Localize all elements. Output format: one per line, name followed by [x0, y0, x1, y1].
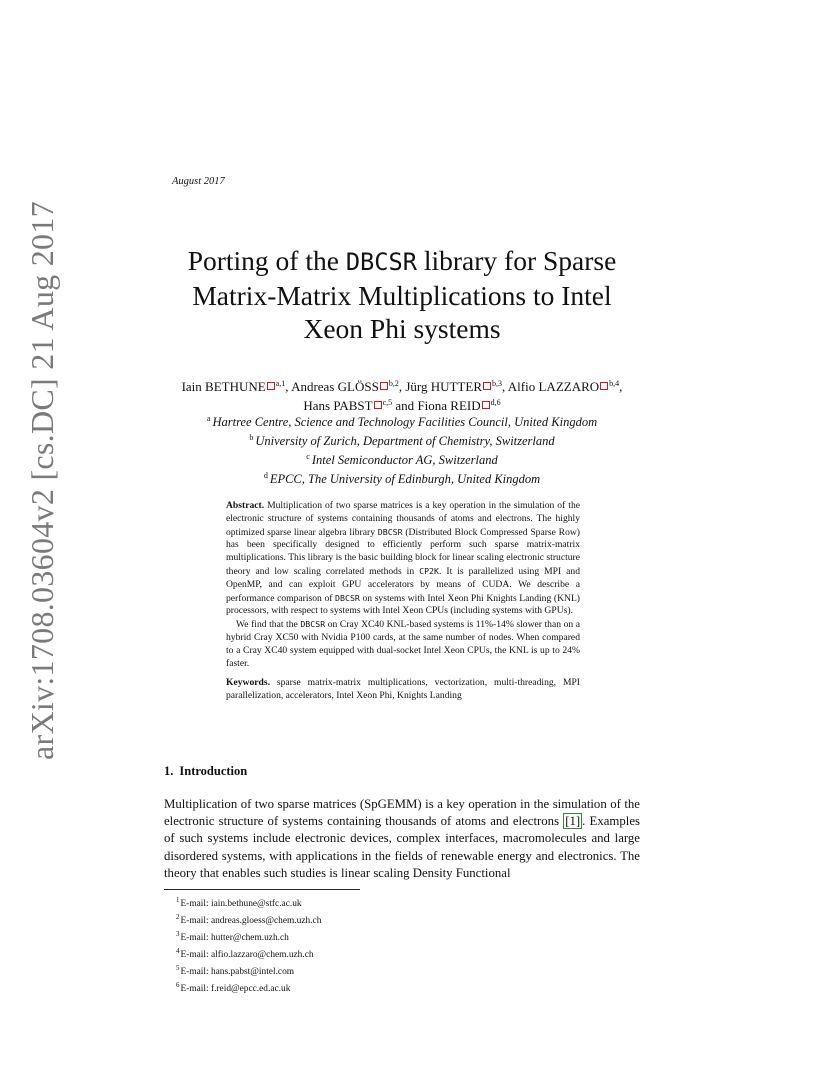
footnote-mark: 1 [176, 896, 180, 904]
author [291, 379, 399, 394]
author-marks: b,2 [388, 379, 399, 388]
title-text-part1: Porting of the [187, 245, 346, 276]
title-library-name: DBCSR [345, 248, 417, 276]
footnote [176, 928, 321, 945]
author-separator: , [398, 379, 406, 394]
author-name: Andreas GLÖSS [291, 379, 379, 394]
footnote-mark: 4 [176, 947, 180, 955]
orcid-link-icon[interactable] [267, 382, 275, 390]
author [508, 379, 619, 394]
abstract-text: on Cray XC40 KNL-based systems is 11%-14% slower than on a hybrid Cray XC50 with Nvidia P100 cards, at the same number of nodes. When compared to a Cray XC40 system equipped with dual-socket Intel Xeon CPUs, the KNL is up to 24% faster. [226, 619, 580, 669]
author-name: Jürg HUTTER [405, 379, 482, 394]
affiliation-mark: c [306, 452, 310, 461]
footnote-list [176, 894, 321, 996]
author-marks: d,6 [490, 398, 501, 407]
abstract-text: We find that the [236, 619, 301, 631]
footnote [176, 945, 321, 962]
section-number: 1. [164, 764, 174, 778]
orcid-link-icon[interactable] [600, 382, 608, 390]
abstract-label: Abstract. [226, 500, 265, 511]
author [182, 379, 286, 394]
citation-link[interactable]: [1] [565, 814, 581, 829]
author-name: Iain BETHUNE [181, 379, 266, 394]
abstract-paragraph [226, 618, 580, 670]
footnote-mark: 2 [176, 913, 180, 921]
footnote-text: E-mail: alfio.lazzaro@chem.uzh.ch [180, 950, 314, 960]
keywords-text: sparse matrix-matrix multiplications, vectorization, multi-threading, MPI parallelization, accelerators, Intel Xeon Phi, Knights Landing [226, 677, 580, 702]
publication-date: August 2017 [172, 176, 225, 187]
affiliation-mark: a [206, 414, 211, 423]
software-name: CP2K [419, 565, 439, 576]
paper-title [164, 244, 640, 345]
orcid-link-icon[interactable] [374, 401, 382, 409]
affiliation [164, 430, 640, 449]
section-heading [164, 764, 247, 779]
author-separator: , [285, 379, 292, 394]
footnote-text: E-mail: iain.bethune@stfc.ac.uk [180, 899, 302, 909]
author-marks: b,4 [609, 379, 620, 388]
library-name: DBCSR [300, 619, 326, 630]
affiliation-text: Hartree Centre, Science and Technology Facilities Council, United Kingdom [212, 415, 598, 429]
affiliation-mark: d [263, 471, 268, 480]
footnote-mark: 5 [176, 964, 180, 972]
footnote [176, 962, 321, 979]
author-name: Alfio LAZZARO [507, 379, 600, 394]
footnote-text: E-mail: hutter@chem.uzh.ch [180, 933, 289, 943]
title-text-part2: library for Sparse Matrix-Matrix Multiplications to Intel Xeon Phi systems [192, 245, 617, 344]
affiliation-mark: b [249, 433, 254, 442]
arxiv-identifier-stamp: arXiv:1708.03604v2 [cs.DC] 21 Aug 2017 [24, 201, 60, 760]
abstract-text: . It is parallelized using MPI and OpenMP, and can exploit GPU accelerators by means of CUDA. We describe a performance comparison of [226, 565, 580, 604]
library-name: DBCSR [377, 526, 403, 537]
library-name: DBCSR [335, 592, 360, 603]
footnote-mark: 3 [176, 930, 180, 938]
introduction-body [164, 796, 640, 882]
abstract-text: Multiplication of two sparse matrices is a key operation in the simulation of the electronic structure of systems containing thousands of atoms and electrons. The highly optimized sparse linear algebra library [226, 500, 580, 538]
keywords-paragraph [226, 677, 580, 703]
author-name: Fiona REID [417, 398, 481, 413]
author-separator: and [392, 398, 418, 413]
footnote-text: E-mail: hans.pabst@intel.com [180, 967, 295, 977]
author-marks: a,1 [275, 379, 286, 388]
footnote-divider [164, 889, 360, 890]
orcid-link-icon[interactable] [482, 401, 490, 409]
footnote [176, 979, 321, 996]
body-paragraph [164, 796, 640, 882]
orcid-link-icon[interactable] [483, 382, 491, 390]
affiliation-list [164, 411, 640, 487]
body-text: . Examples of such systems include electronic devices, complex interfaces, macromolecules and large disordered systems, with applications in the fields of renewable energy and electronics. The theory that enables such studies is linear scaling Density Functional [164, 814, 640, 880]
affiliation [164, 449, 640, 468]
footnote-mark: 6 [176, 981, 180, 989]
author-separator: , [502, 379, 508, 394]
footnote [176, 894, 321, 911]
footnote-text: E-mail: andreas.gloess@chem.uzh.ch [180, 916, 322, 926]
affiliation-text: University of Zurich, Department of Chemistry, Switzerland [255, 434, 555, 448]
footnote-text: E-mail: f.reid@epcc.ed.ac.uk [180, 984, 291, 994]
abstract-text: (Distributed Block Compressed Sparse Row) has been specifically designed to efficiently perform such sparse matrix-matrix multiplications. This library is the basic building block for linear scaling electronic structure theory and low scaling correlated methods in [226, 526, 580, 577]
affiliation [164, 468, 640, 487]
abstract-paragraph [226, 500, 580, 618]
author [405, 379, 502, 394]
abstract-text: on systems with Intel Xeon Phi Knights Landing (KNL) processors, with respect to systems with Intel Xeon CPUs (including systems with GPUs). [226, 592, 580, 617]
affiliation-text: Intel Semiconductor AG, Switzerland [311, 453, 498, 467]
orcid-link-icon[interactable] [380, 382, 388, 390]
affiliation [164, 411, 640, 430]
footnote [176, 911, 321, 928]
section-title: Introduction [179, 764, 248, 778]
affiliation-text: EPCC, The University of Edinburgh, United Kingdom [269, 472, 541, 486]
body-text: Multiplication of two sparse matrices (SpGEMM) is a key operation in the simulation of the electronic structure of systems containing thousands of atoms and electrons [164, 797, 640, 829]
author-separator: , [619, 379, 623, 394]
author-marks: b,3 [492, 379, 502, 388]
keywords-label: Keywords. [226, 677, 270, 689]
author-name: Hans PABST [303, 398, 373, 413]
author-list [164, 376, 640, 414]
abstract-block [226, 500, 580, 703]
author-marks: c,5 [382, 398, 393, 407]
